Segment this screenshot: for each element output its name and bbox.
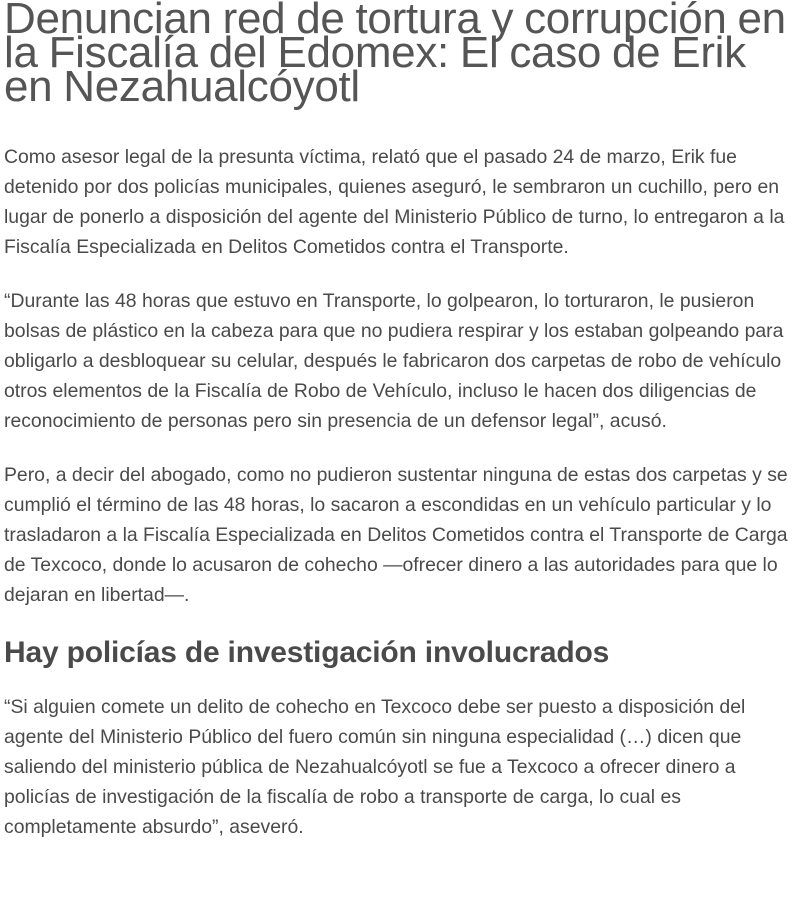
article-paragraph: “Si alguien comete un delito de cohecho en Texcoco debe ser puesto a disposición del agente del Ministerio Público del fuero común sin ninguna especialidad (…) dicen que saliendo del ministerio pública de Nezahualcóyotl se fue a Texcoco a ofrecer dinero a policías de investigación de la fiscalía de robo a transporte de carga, lo cual es completamente absurdo”, aseveró.	[4, 696, 746, 838]
section-subheading: Hay policías de investigación involucrados	[4, 636, 610, 669]
article-title: Denuncian red de tortura y corrupción en la Fiscalía del Edomex: El caso de Erik en Nezahualcóyotl	[4, 0, 786, 111]
article-paragraph: Pero, a decir del abogado, como no pudieron sustentar ninguna de estas dos carpetas y se cumplió el término de las 48 horas, lo sacaron a escondidas en un vehículo particular y lo trasladaron a la Fiscalía Especializada en Delitos Cometidos contra el Transporte de Carga de Texcoco, donde lo acusaron de cohecho —ofrecer dinero a las autoridades para que lo dejaran en libertad—.	[4, 464, 788, 606]
article-paragraph: Como asesor legal de la presunta víctima, relató que el pasado 24 de marzo, Erik fue detenido por dos policías municipales, quienes aseguró, le sembraron un cuchillo, pero en lugar de ponerlo a disposición del agente del Ministerio Público de turno, lo entregaron a la Fiscalía Especializada en Delitos Cometidos contra el Transporte.	[4, 146, 785, 258]
article-paragraph: “Durante las 48 horas que estuvo en Transporte, lo golpearon, lo torturaron, le pusieron bolsas de plástico en la cabeza para que no pudiera respirar y los estaban golpeando para obligarlo a desbloquear su celular, después le fabricaron dos carpetas de robo de vehículo otros elementos de la Fiscalía de Robo de Vehículo, incluso le hacen dos diligencias de reconocimiento de personas pero sin presencia de un defensor legal”, acusó.	[4, 290, 784, 432]
article	[4, 0, 800, 842]
